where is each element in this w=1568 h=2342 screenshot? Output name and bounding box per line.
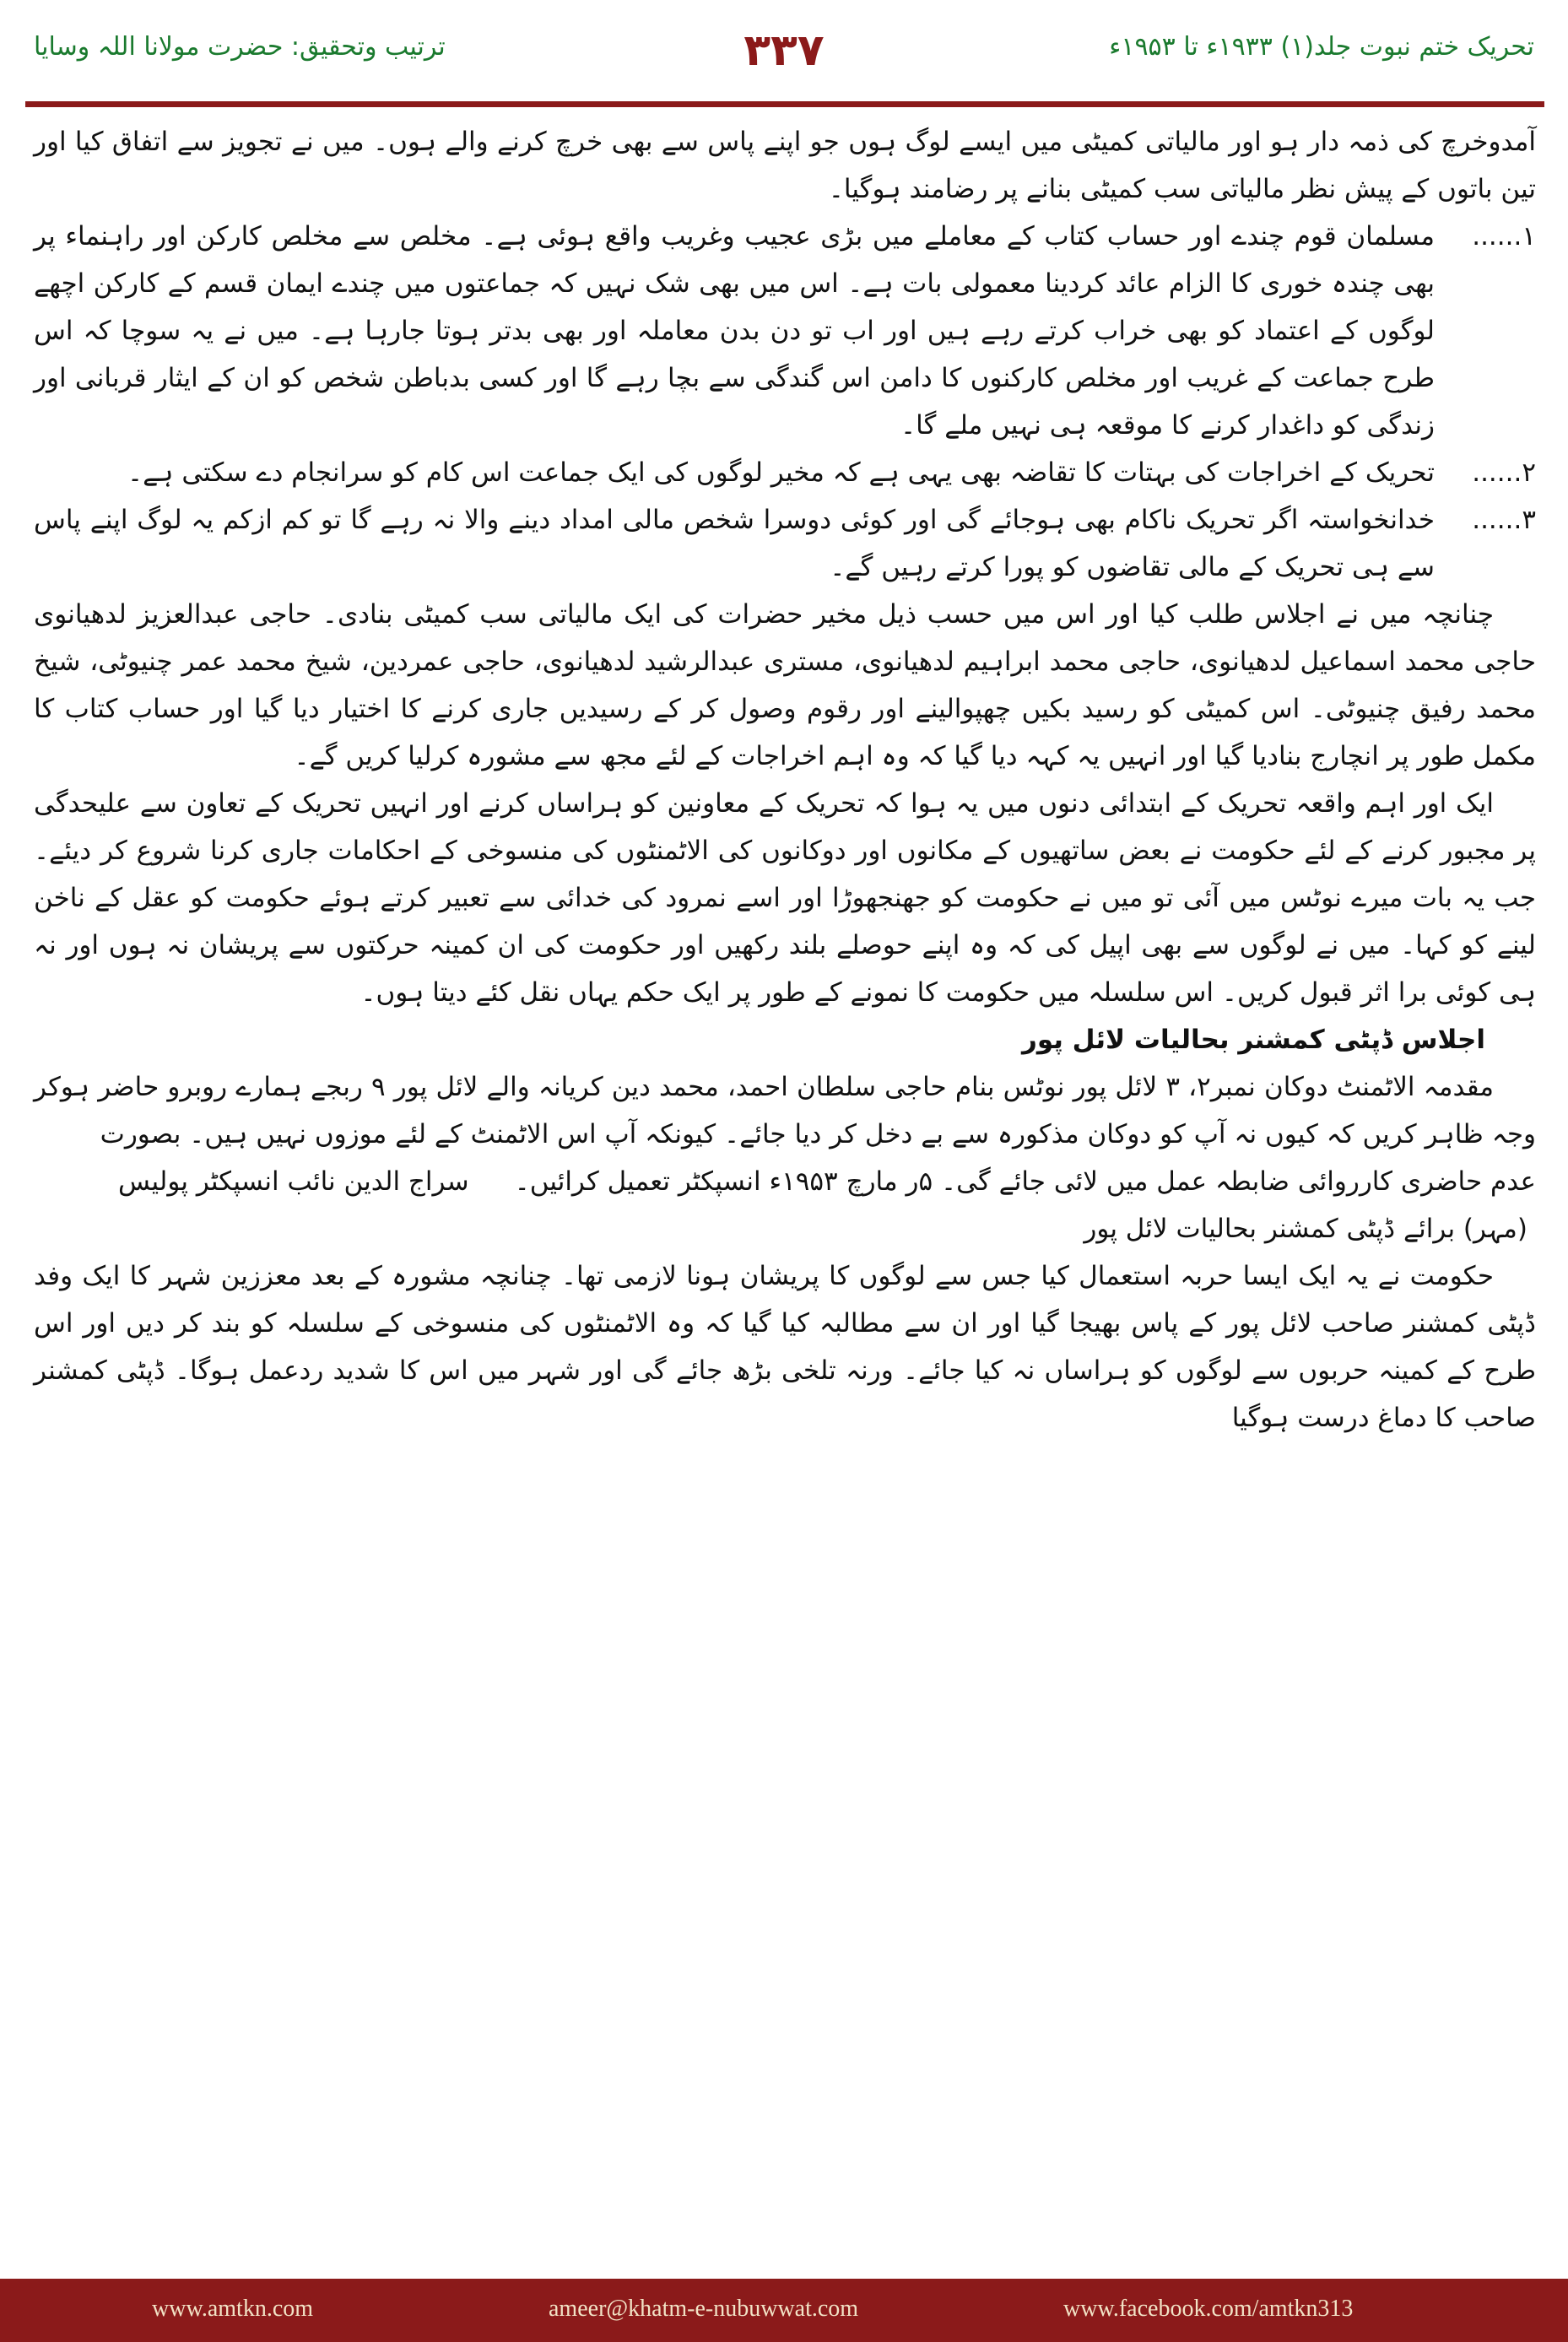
compiler-credit: ترتیب وتحقیق: حضرت مولانا اللہ وسایا — [34, 32, 446, 62]
header-divider — [25, 101, 1544, 107]
paragraph-committee: چنانچہ میں نے اجلاس طلب کیا اور اس میں حسب ذیل مخیر حضرات کی ایک مالیاتی سب کمیٹی بنادی۔ حاجی عبدالعزیز لدھیانوی حاجی محمد اسماعیل لدھیانوی، حاجی محمد ابراہیم لدھیانوی، مستری عبدالرشید لدھیانوی، حاجی عمردین، شیخ محمد عمر چنیوٹی، شیخ محمد رفیق چنیوٹی۔ اس کمیٹی کو رسید بکیں چھپوالینے اور رقوم وصول کر کے رسیدیں جاری کرنے کا اختیار دیا گیا اور حساب کتاب کا مکمل طور پر انچارج بنادیا گیا اور انہیں یہ کہہ دیا گیا کہ وہ اہم اخراجات کے لئے مجھ سے مشورہ کرلیا کریں گے۔ — [34, 599, 1536, 771]
order-text: مقدمہ الاٹمنٹ دوکان نمبر۲، ۳ لائل پور نوٹس بنام حاجی سلطان احمد، محمد دین کریانہ والے لائل پور ۹ ربجے ہمارے روبرو حاضر ہوکر وجہ ظاہر کریں کہ کیوں نہ آپ کو دوکان مذکورہ سے بے دخل کر دیا جائے۔ کیونکہ آپ اس الاٹمنٹ کے لئے موزوں نہیں ہیں۔ بصورت — [34, 1072, 1536, 1149]
facebook-link[interactable]: www.facebook.com/amtkn313 — [1063, 2296, 1354, 2322]
paragraph-event: ایک اور اہم واقعہ تحریک کے ابتدائی دنوں میں یہ ہوا کہ تحریک کے معاونین کو ہراساں کرنے اور انہیں تحریک کے تعاون سے علیحدگی پر مجبور کرنے کے لئے حکومت نے بعض ساتھیوں کے مکانوں اور دوکانوں کی الاٹمنٹوں کی منسوخی کے احکامات جاری کرنا شروع کر دیئے۔ جب یہ بات میرے نوٹس میں آئی تو میں نے حکومت کو جھنجھوڑا اور اسے نمرود کی خدائی سے تعبیر کرتے ہوئے حکومت کو عقل کے ناخن لینے کو کہا۔ میں نے لوگوں سے بھی اپیل کی کہ وہ اپنے حوصلے بلند رکھیں اور حکومت کی ان کمینہ حرکتوں سے پریشان نہ ہوں اور نہ ہی کوئی برا اثر قبول کریں۔ اس سلسلہ میں حکومت کا نمونے کے طور پر ایک حکم یہاں نقل کئے دیتا ہوں۔ — [34, 788, 1536, 1008]
seal-line: (مہر) برائے ڈپٹی کمشنر بحالیات لائل پور — [1084, 1214, 1527, 1244]
order-closing-row — [34, 1158, 1536, 1205]
paragraph-response: حکومت نے یہ ایک ایسا حربہ استعمال کیا جس سے لوگوں کا پریشان ہونا لازمی تھا۔ چنانچہ مشورہ کے بعد معززین شہر کا ایک وفد ڈپٹی کمشنر صاحب لائل پور کے پاس بھیجا گیا اور ان سے مطالبہ کیا گیا کہ وہ الاٹمنٹوں کی منسوخی کے سلسلہ کو بند کر دیں اور اس طرح کے کمینہ حربوں سے لوگوں کو ہراساں نہ کیا جائے۔ ورنہ تلخی بڑھ جائے گی اور شہر میں اس کا شدید ردعمل ہوگا۔ ڈپٹی کمشنر صاحب کا دماغ درست ہوگیا — [34, 1261, 1536, 1433]
list-item-text: مسلمان قوم چندے اور حساب کتاب کے معاملے میں بڑی عجیب وغریب واقع ہوئی ہے۔ مخلص سے مخلص کارکن اور راہنماء پر بھی چندہ خوری کا الزام عائد کردینا معمولی بات ہے۔ اس میں بھی شک نہیں کہ جماعتوں میں چندے ایمان قسم کے کارکن اچھے لوگوں کے اعتماد کو بھی خراب کرتے رہے ہیں اور اب تو دن بدن معاملہ اور بھی بدتر ہوتا جارہا ہے۔ میں نے یہ سوچا کہ اس طرح جماعت کے غریب اور مخلص کارکنوں کا دامن اس گندگی سے بچا رہے گا اور کسی بدباطن شخص کو ان کے ایثار قربانی اور زندگی کو داغدار کرنے کا موقعہ ہی نہیں ملے گا۔ — [34, 221, 1435, 441]
page-header — [0, 0, 1568, 93]
page-number: ۳۳۷ — [743, 25, 825, 76]
paragraph-intro: آمدوخرچ کی ذمہ دار ہو اور مالیاتی کمیٹی میں ایسے لوگ ہوں جو اپنے پاس سے بھی خرچ کرنے والے ہوں۔ میں نے تجویز سے اتفاق کیا اور تین باتوں کے پیش نظر مالیاتی سب کمیٹی بنانے پر رضامند ہوگیا۔ — [34, 127, 1536, 204]
book-title: تحریک ختم نبوت جلد(۱) ۱۹۳۳ء تا ۱۹۵۳ء — [1109, 32, 1534, 62]
page-footer — [0, 2279, 1568, 2342]
list-item-number: ۳...... — [1472, 505, 1536, 535]
email-link[interactable]: ameer@khatm-e-nubuwwat.com — [549, 2296, 859, 2322]
signature: سراج الدین نائب انسپکٹر پولیس — [118, 1166, 469, 1197]
page-body — [34, 118, 1536, 1441]
list-item-number: ۲...... — [1472, 457, 1536, 488]
order-heading: اجلاس ڈپٹی کمشنر بحالیات لائل پور — [1021, 1025, 1485, 1055]
website-link[interactable]: www.amtkn.com — [152, 2296, 314, 2322]
list-item-text: تحریک کے اخراجات کی بہتات کا تقاضہ بھی یہی ہے کہ مخیر لوگوں کی ایک جماعت اس کام کو سرانجام دے سکتی ہے۔ — [127, 457, 1435, 488]
list-item-number: ۱...... — [1472, 221, 1536, 252]
order-last-line: عدم حاضری کارروائی ضابطہ عمل میں لائی جائے گی۔ ۵ر مارچ ۱۹۵۳ء انسپکٹر تعمیل کرائیں۔ — [514, 1166, 1536, 1197]
list-item-text: خدانخواستہ اگر تحریک ناکام بھی ہوجائے گی اور کوئی دوسرا شخص مالی امداد دینے والا نہ رہے گا تو کم ازکم یہ لوگ اپنے پاس سے ہی تحریک کے مالی تقاضوں کو پورا کرتے رہیں گے۔ — [34, 505, 1435, 582]
list-item-1 — [34, 213, 1536, 449]
list-item-3 — [34, 496, 1536, 591]
list-item-2 — [34, 449, 1536, 496]
